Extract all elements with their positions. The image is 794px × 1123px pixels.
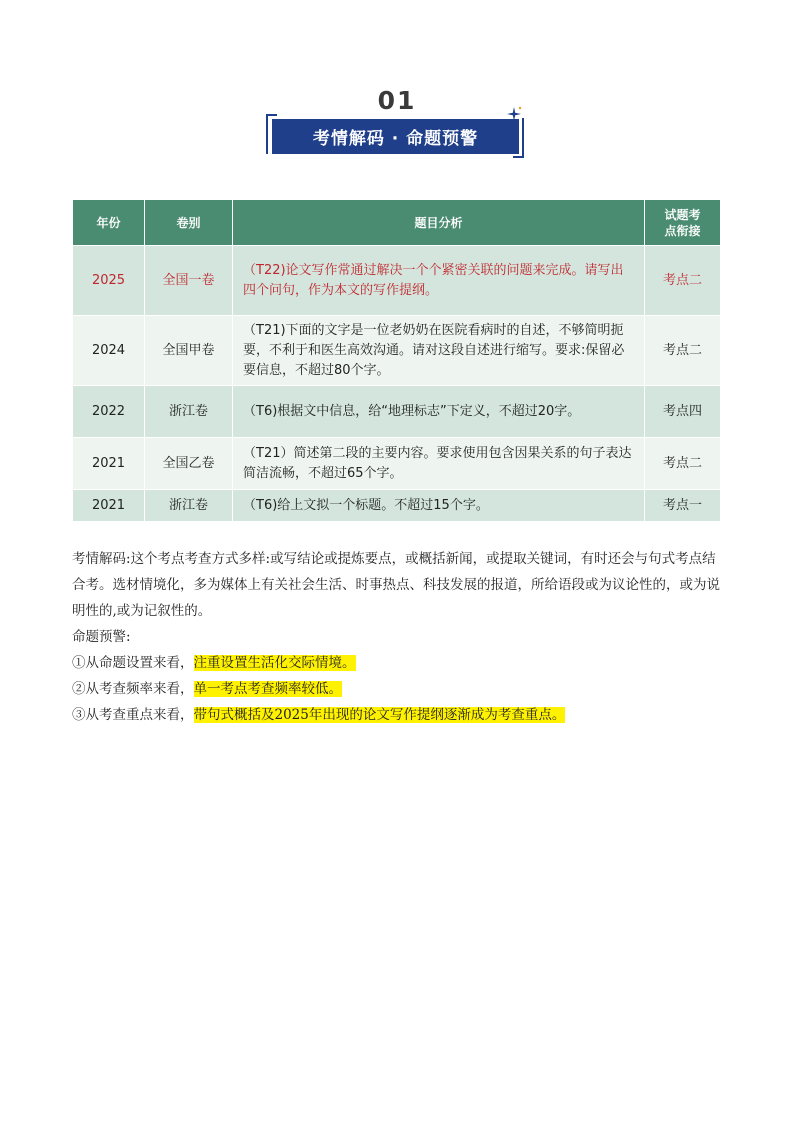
cell-year: 2021 bbox=[73, 490, 145, 522]
table-header-row bbox=[73, 200, 721, 246]
cell-paper: 浙江卷 bbox=[145, 490, 233, 522]
warning-item-2 bbox=[72, 676, 722, 702]
cell-question: （T21）简述第二段的主要内容。要求使用包含因果关系的句子表达简洁流畅，不超过65个字。 bbox=[233, 438, 645, 490]
table-row bbox=[73, 316, 721, 386]
cell-point: 考点二 bbox=[645, 438, 721, 490]
header-point: 试题考 点衔接 bbox=[645, 200, 721, 246]
sparkle-icon bbox=[506, 106, 522, 122]
analysis-paragraph bbox=[72, 546, 722, 624]
cell-year: 2024 bbox=[73, 316, 145, 386]
header-paper: 卷别 bbox=[145, 200, 233, 246]
cell-point: 考点二 bbox=[645, 246, 721, 316]
exam-analysis-table bbox=[72, 199, 721, 522]
analysis-text: 这个考点考查方式多样:或写结论或提炼要点，或概括新闻，或提取关键词，有时还会与句式考点结合考。选材情境化，多为媒体上有关社会生活、时事热点、科技发展的报道，所给语段或为议论性的，或为说明性的,或为记叙性的。 bbox=[72, 551, 720, 619]
warning-label: 命题预警: bbox=[72, 629, 131, 645]
header-question: 题目分析 bbox=[233, 200, 645, 246]
cell-point: 考点四 bbox=[645, 386, 721, 438]
warning-highlight: 注重设置生活化交际情境。 bbox=[193, 655, 356, 671]
table-row bbox=[73, 490, 721, 522]
table-row bbox=[73, 246, 721, 316]
cell-question: （T6)给上文拟一个标题。不超过15个字。 bbox=[233, 490, 645, 522]
warning-highlight: 带句式概括及2025年出现的论文写作提纲逐渐成为考查重点。 bbox=[193, 707, 566, 723]
cell-paper: 浙江卷 bbox=[145, 386, 233, 438]
warning-highlight: 单一考点考查频率较低。 bbox=[193, 681, 342, 697]
section-title-banner: 考情解码 · 命题预警 bbox=[272, 119, 519, 154]
cell-question: （T6)根据文中信息，给“地理标志”下定义，不超过20字。 bbox=[233, 386, 645, 438]
warning-prefix: ①从命题设置来看， bbox=[72, 655, 194, 671]
cell-paper: 全国甲卷 bbox=[145, 316, 233, 386]
cell-paper: 全国一卷 bbox=[145, 246, 233, 316]
cell-question: （T22)论文写作常通过解决一个个紧密关联的问题来完成。请写出四个问句，作为本文的写作提纲。 bbox=[233, 246, 645, 316]
warning-item-1 bbox=[72, 650, 722, 676]
cell-year: 2021 bbox=[73, 438, 145, 490]
analysis-label: 考情解码: bbox=[72, 551, 131, 567]
cell-year: 2022 bbox=[73, 386, 145, 438]
warning-prefix: ②从考查频率来看， bbox=[72, 681, 194, 697]
cell-point: 考点一 bbox=[645, 490, 721, 522]
table-row bbox=[73, 386, 721, 438]
warning-item-3 bbox=[72, 702, 722, 728]
notes-section bbox=[72, 546, 722, 728]
table-row bbox=[73, 438, 721, 490]
header-year: 年份 bbox=[73, 200, 145, 246]
cell-year: 2025 bbox=[73, 246, 145, 316]
cell-point: 考点二 bbox=[645, 316, 721, 386]
warning-prefix: ③从考查重点来看， bbox=[72, 707, 194, 723]
section-number: 01 bbox=[377, 86, 417, 115]
cell-paper: 全国乙卷 bbox=[145, 438, 233, 490]
cell-question: （T21)下面的文字是一位老奶奶在医院看病时的自述，不够简明扼要，不利于和医生高效沟通。请对这段自述进行缩写。要求:保留必要信息，不超过80个字。 bbox=[233, 316, 645, 386]
